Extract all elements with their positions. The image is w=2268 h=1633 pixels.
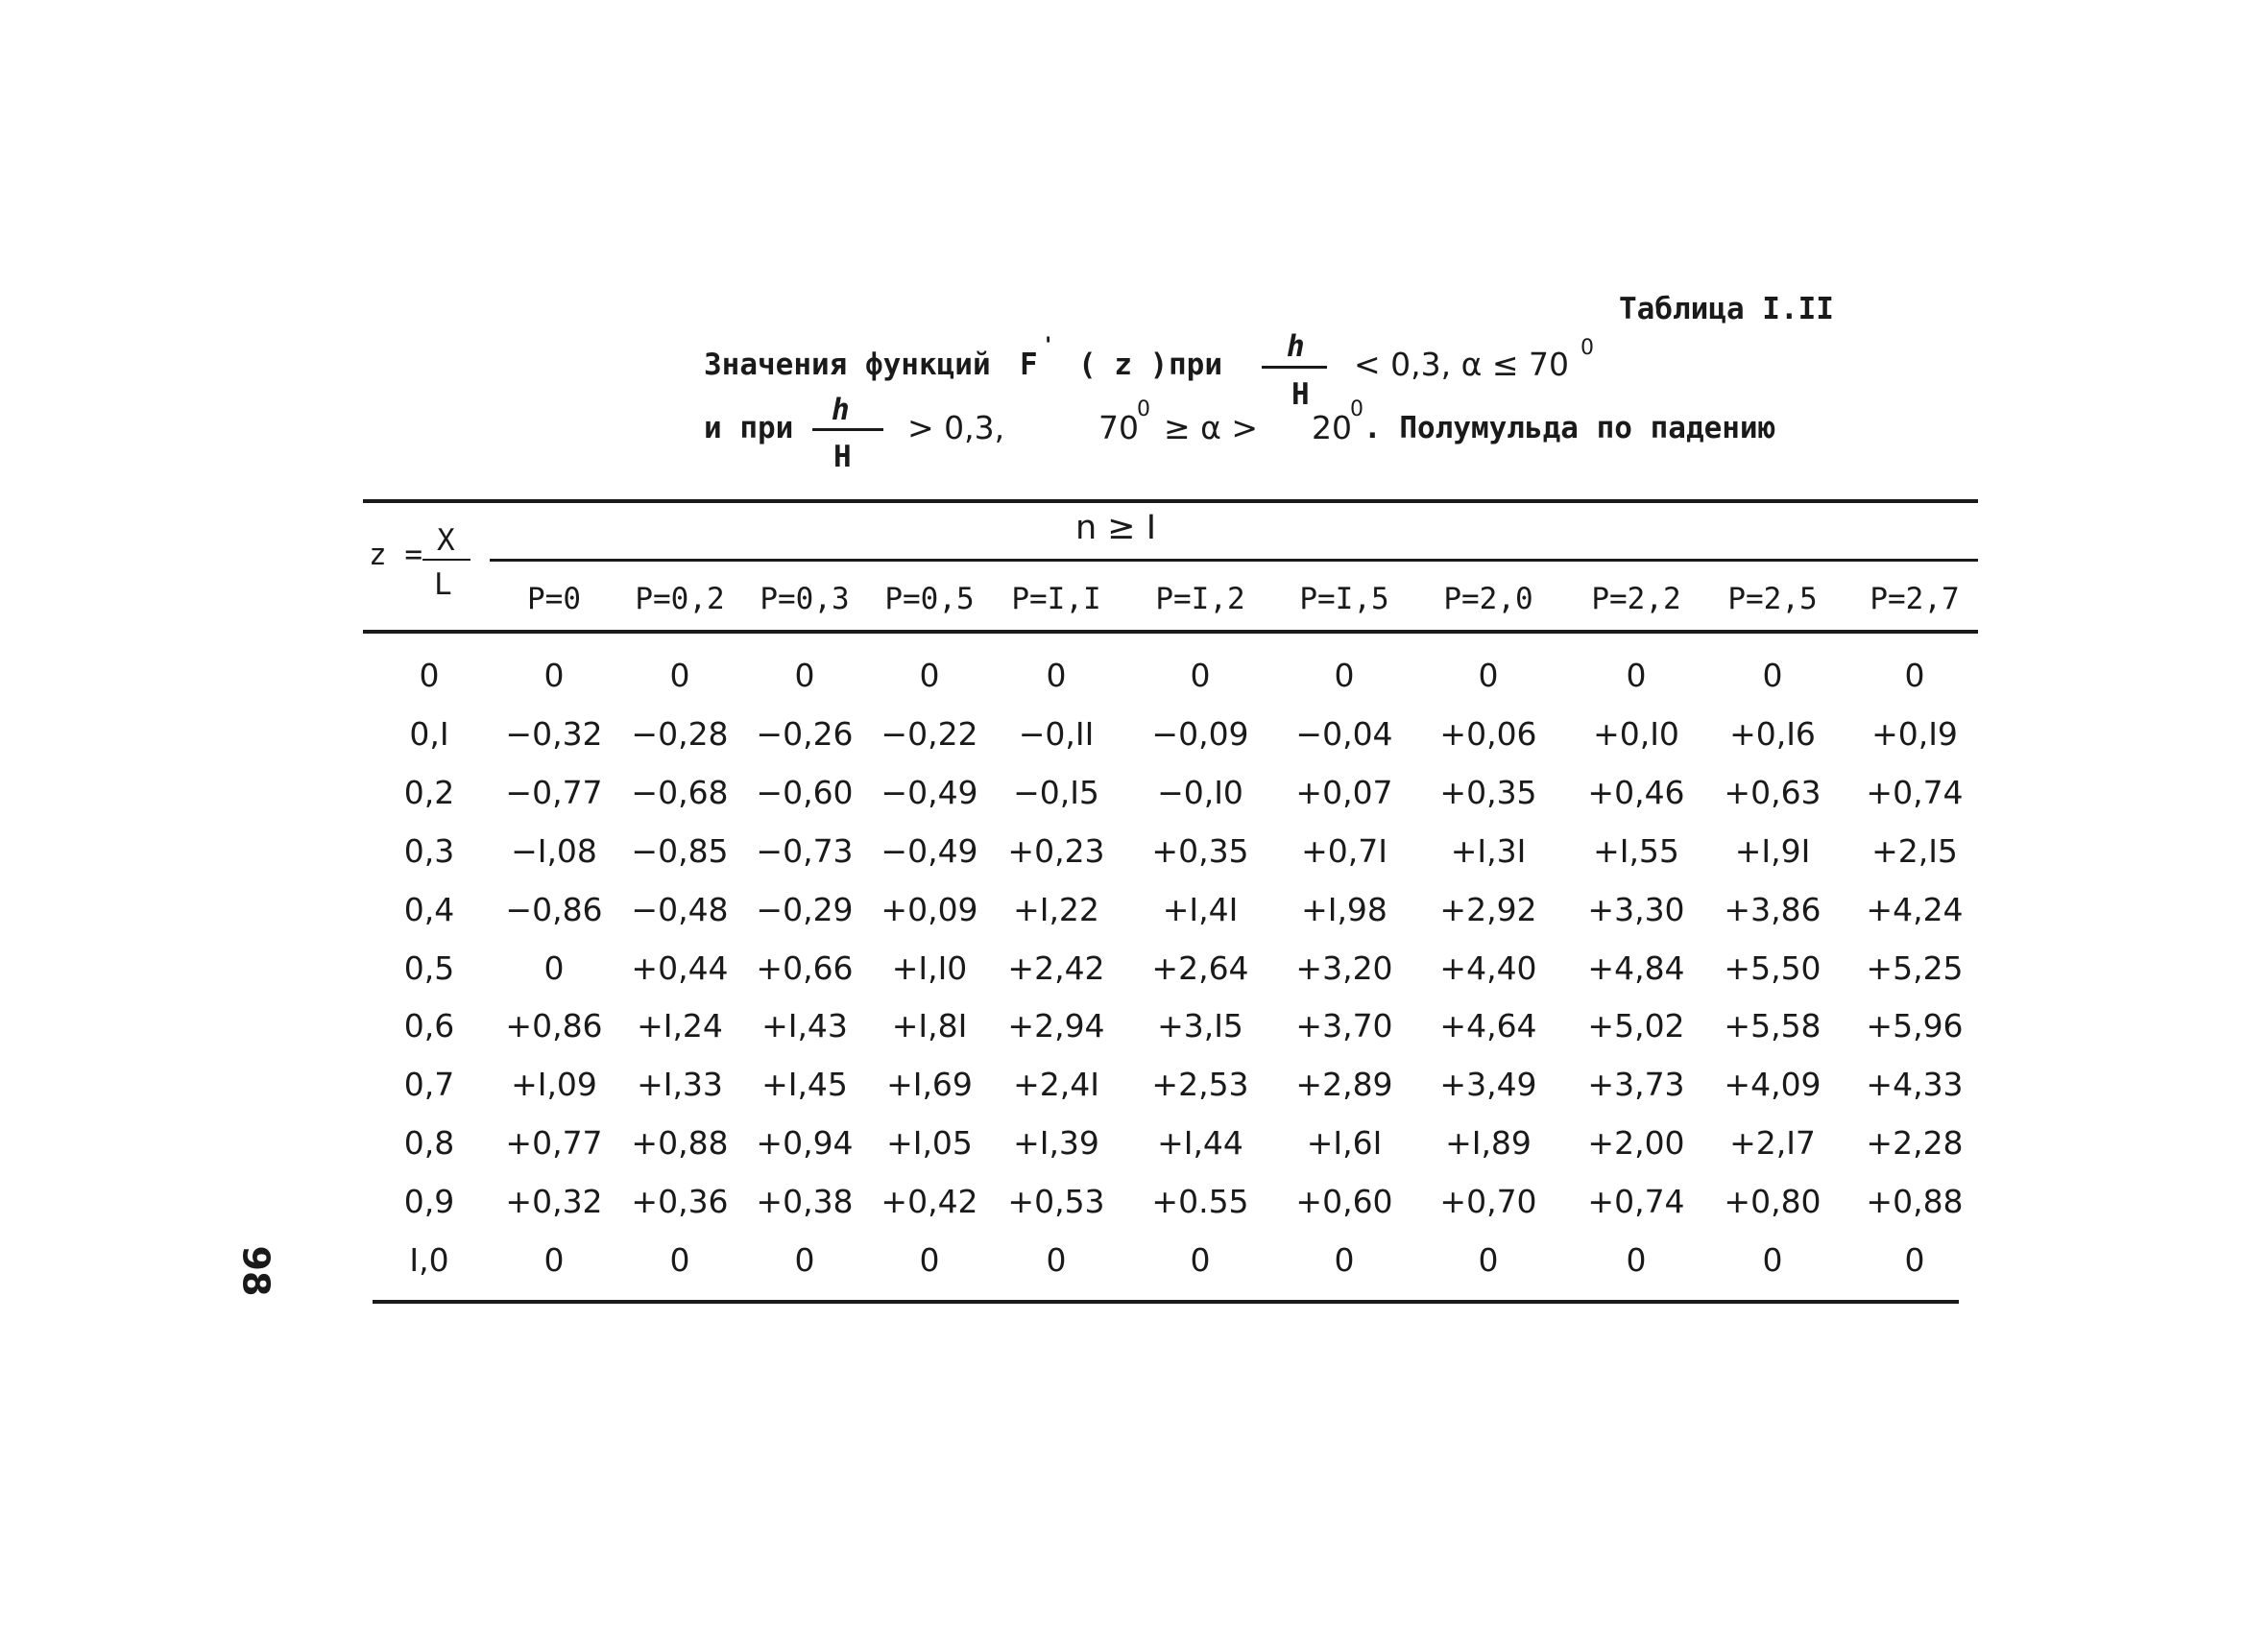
table-cell: 0 [543,1241,565,1279]
table-cell: +3,70 [1295,1007,1393,1045]
table-cell: +5,25 [1866,949,1964,987]
table-cell: +I,8I [891,1007,968,1045]
table-cell: +0,66 [756,949,854,987]
column-header: P=0,2 [635,582,725,616]
z-frac-bar [422,559,470,561]
table-cell: +I,44 [1157,1124,1243,1162]
table-cell: 0 [669,657,690,694]
title-frac-2-bar [812,428,883,431]
table-cell: −0,73 [756,832,854,870]
table-cell: +0,35 [1439,774,1537,811]
table-cell: −0,60 [756,774,854,811]
row-z-value: 0,3 [403,832,455,870]
title-line-2-suffix: . Полумульда по падению [1363,411,1776,445]
table-cell: 0 [543,949,565,987]
table-cell: 0 [1478,657,1499,694]
table-cell: 0 [1046,1241,1067,1279]
title-func: F [1020,348,1038,382]
table-cell: +2,28 [1866,1124,1964,1162]
title-line-2-cond-1: > 0,3, [907,409,1005,446]
table-cell: +0,09 [881,891,978,928]
column-header: P=2,7 [1870,582,1960,616]
table-cell: +2,92 [1439,891,1537,928]
table-cell: +0,53 [1007,1183,1105,1220]
table-cell: −0,85 [631,832,729,870]
page-mark: 98 [234,1245,277,1297]
title-line-1-cond: < 0,3, α ≤ 70 [1354,346,1569,383]
table-cell: +0,I0 [1593,715,1679,753]
table-cell: +0,88 [631,1124,729,1162]
table-cell: +0,I9 [1871,715,1958,753]
title-frac-2-den: H [833,440,852,474]
table-cell: +0,88 [1866,1183,1964,1220]
z-frac-num: X [437,523,455,558]
table-cell: +I,24 [637,1007,723,1045]
table-cell: +5,58 [1724,1007,1822,1045]
title-frac-1-num: h [1287,329,1305,364]
table-cell: −0,28 [631,715,729,753]
title-line-2-cond-2b: ≥ α > [1164,409,1259,446]
table-cell: +5,50 [1724,949,1822,987]
row-z-value: 0,6 [403,1007,455,1045]
table-cell: +4,33 [1866,1066,1964,1103]
table-cell: −0,29 [756,891,854,928]
title-func-sup: ' [1042,334,1055,358]
row-z-value: 0,9 [403,1183,455,1220]
column-header: P=0,3 [760,582,850,616]
row-z-value: 0,4 [403,891,455,928]
table-cell: −0,04 [1295,715,1393,753]
column-header: P=2,5 [1727,582,1818,616]
table-cell: +3,86 [1724,891,1822,928]
table-cell: +0,44 [631,949,729,987]
title-arg: ( z ) [1078,348,1169,382]
title-line-2-deg-1: 0 [1137,397,1150,421]
table-cell: +I,9I [1734,832,1811,870]
table-cell: +3,I5 [1157,1007,1243,1045]
table-cell: +I,4I [1162,891,1239,928]
table-cell: +I,I0 [891,949,968,987]
table-cell: +2,94 [1007,1007,1105,1045]
table-cell: 0 [919,657,940,694]
table-cell: +3,20 [1295,949,1393,987]
table-cell: −I,08 [511,832,597,870]
table-cell: −0,I5 [1013,774,1099,811]
z-label: z = [369,538,422,572]
header-bottom-rule [363,630,1978,634]
table-cell: −0,09 [1151,715,1249,753]
column-header: P=I,I [1011,582,1101,616]
table-cell: +0,60 [1295,1183,1393,1220]
table-cell: +4,40 [1439,949,1537,987]
table-cell: +0,70 [1439,1183,1537,1220]
table-cell: 0 [1904,1241,1925,1279]
title-frac-1-bar [1262,366,1327,369]
table-cell: +0,7I [1301,832,1387,870]
table-cell: −0,I0 [1157,774,1243,811]
table-cell: +I,05 [886,1124,973,1162]
table-top-rule [363,499,1978,503]
table-cell: +0,42 [881,1183,978,1220]
column-header: P=0 [527,582,581,616]
table-cell: 0 [1626,1241,1647,1279]
table-cell: 0 [1190,1241,1211,1279]
table-cell: +3,49 [1439,1066,1537,1103]
table-cell: +I,89 [1445,1124,1532,1162]
table-cell: +4,24 [1866,891,1964,928]
table-cell: +0,74 [1587,1183,1685,1220]
table-cell: +2,89 [1295,1066,1393,1103]
row-z-value: 0,2 [403,774,455,811]
table-cell: +0,94 [756,1124,854,1162]
table-cell: +0,86 [505,1007,603,1045]
title-line-1-prefix: Значения функций [704,348,991,382]
title-line-1-mid: при [1169,348,1222,382]
table-cell: −0,48 [631,891,729,928]
table-cell: +0,32 [505,1183,603,1220]
table-cell: +I,69 [886,1066,973,1103]
table-cell: +0,07 [1295,774,1393,811]
table-cell: +0,06 [1439,715,1537,753]
table-cell: +2,53 [1151,1066,1249,1103]
table-cell: +3,30 [1587,891,1685,928]
table-cell: 0 [1904,657,1925,694]
table-cell: +5,96 [1866,1007,1964,1045]
table-cell: −0,II [1018,715,1095,753]
table-cell: 0 [543,657,565,694]
table-cell: +0,I6 [1729,715,1816,753]
table-cell: 0 [1626,657,1647,694]
row-z-value: 0,5 [403,949,455,987]
table-label: Таблица I.II [1619,292,1834,326]
table-cell: +0,63 [1724,774,1822,811]
table-cell: +I,39 [1013,1124,1099,1162]
table-cell: +2,I5 [1871,832,1958,870]
title-line-2-cond-2c: 20 [1312,409,1352,446]
table-cell: −0,26 [756,715,854,753]
row-z-value: I,0 [409,1241,449,1279]
column-header: P=0,5 [884,582,975,616]
table-cell: +0.55 [1151,1183,1249,1220]
row-z-value: 0,8 [403,1124,455,1162]
table-cell: +0,74 [1866,774,1964,811]
table-cell: 0 [1762,1241,1783,1279]
table-cell: +2,42 [1007,949,1105,987]
table-cell: +4,84 [1587,949,1685,987]
row-z-value: 0,7 [403,1066,455,1103]
table-cell: +0,23 [1007,832,1105,870]
table-cell: +I,22 [1013,891,1099,928]
table-cell: 0 [669,1241,690,1279]
table-cell: +0,46 [1587,774,1685,811]
table-cell: +4,64 [1439,1007,1537,1045]
z-frac-den: L [434,567,452,602]
table-cell: +5,02 [1587,1007,1685,1045]
table-cell: +4,09 [1724,1066,1822,1103]
title-frac-1-den: H [1291,377,1310,412]
table-cell: 0 [1334,657,1355,694]
table-cell: +I,45 [761,1066,848,1103]
table-cell: +0,80 [1724,1183,1822,1220]
table-cell: 0 [919,1241,940,1279]
table-cell: +0,38 [756,1183,854,1220]
table-cell: 0 [1762,657,1783,694]
table-cell: 0 [794,1241,815,1279]
title-frac-2-num: h [832,393,850,427]
table-cell: −0,22 [881,715,978,753]
table-cell: +2,4I [1013,1066,1099,1103]
table-cell: 0 [1478,1241,1499,1279]
table-cell: +0,35 [1151,832,1249,870]
table-cell: −0,49 [881,774,978,811]
table-cell: +I,43 [761,1007,848,1045]
table-cell: +0,77 [505,1124,603,1162]
row-z-value: 0 [419,657,440,694]
table-cell: +2,00 [1587,1124,1685,1162]
table-cell: −0,77 [505,774,603,811]
table-cell: +I,3I [1450,832,1527,870]
table-cell: −0,49 [881,832,978,870]
n-group-label: n ≥ I [1075,509,1157,547]
title-line-2-cond-2a: 70 [1098,409,1139,446]
table-cell: 0 [1190,657,1211,694]
header-group-rule [490,559,1978,562]
row-z-value: 0,I [409,715,449,753]
table-cell: +2,64 [1151,949,1249,987]
column-header: P=I,2 [1155,582,1245,616]
table-cell: 0 [794,657,815,694]
table-cell: +I,98 [1301,891,1387,928]
table-cell: +3,73 [1587,1066,1685,1103]
title-line-1-deg: 0 [1580,336,1594,360]
table-cell: 0 [1334,1241,1355,1279]
table-cell: +0,36 [631,1183,729,1220]
table-cell: −0,32 [505,715,603,753]
table-cell: +I,09 [511,1066,597,1103]
table-cell: +2,I7 [1729,1124,1816,1162]
table-cell: +I,6I [1306,1124,1383,1162]
column-header: P=I,5 [1299,582,1389,616]
table-cell: +I,33 [637,1066,723,1103]
column-header: P=2,2 [1591,582,1681,616]
table-cell: +I,55 [1593,832,1679,870]
column-header: P=2,0 [1443,582,1533,616]
table-cell: 0 [1046,657,1067,694]
table-cell: −0,68 [631,774,729,811]
title-line-2-prefix: и при [704,411,794,445]
table-cell: −0,86 [505,891,603,928]
table-bottom-rule [373,1300,1959,1304]
title-line-2-deg-2: 0 [1350,397,1363,421]
